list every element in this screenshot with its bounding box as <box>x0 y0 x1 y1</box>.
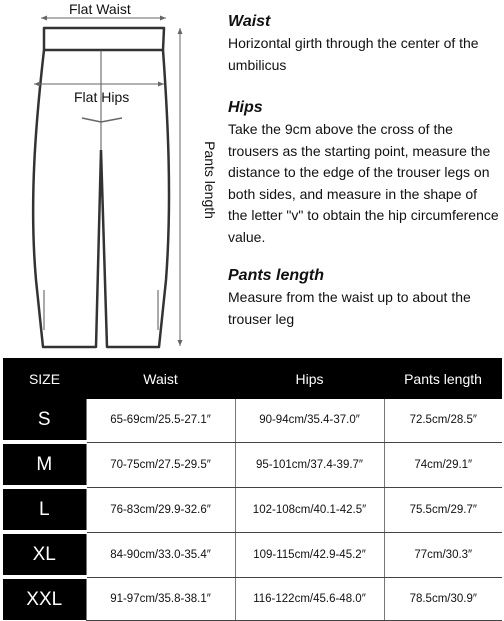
length-cell: 72.5cm/28.5″ <box>384 399 502 442</box>
table-row <box>3 487 502 532</box>
hips-cell: 95-101cm/37.4-39.7″ <box>235 442 384 487</box>
hips-cell: 90-94cm/35.4-37.0″ <box>235 399 384 442</box>
header-size: SIZE <box>3 358 86 399</box>
length-cell: 75.5cm/29.7″ <box>384 487 502 532</box>
waist-cell: 65-69cm/25.5-27.1″ <box>86 399 235 442</box>
waist-cell: 91-97cm/35.8-38.1″ <box>86 577 235 620</box>
length-description <box>228 266 500 330</box>
hips-title: Hips <box>228 99 263 116</box>
table-row <box>3 399 502 442</box>
pants-length-label: Pants length <box>202 141 218 219</box>
length-cell: 74cm/29.1″ <box>384 442 502 487</box>
waist-cell: 84-90cm/33.0-35.4″ <box>86 532 235 577</box>
size-cell: M <box>3 442 86 487</box>
hips-cell: 116-122cm/45.6-48.0″ <box>235 577 384 620</box>
table-row <box>3 442 502 487</box>
table-row <box>3 532 502 577</box>
pants-diagram <box>0 0 218 350</box>
size-table <box>3 358 502 621</box>
length-title: Pants length <box>228 267 325 284</box>
waist-cell: 70-75cm/27.5-29.5″ <box>86 442 235 487</box>
size-cell: XXL <box>3 577 86 620</box>
waist-text: Horizontal girth through the center of the umbilicus <box>228 35 479 73</box>
length-cell: 77cm/30.3″ <box>384 532 502 577</box>
waist-title: Waist <box>228 13 271 30</box>
size-cell: S <box>3 399 86 442</box>
size-cell: XL <box>3 532 86 577</box>
pants-outline-icon <box>0 0 215 350</box>
flat-hips-label: Flat Hips <box>74 89 130 105</box>
hips-cell: 102-108cm/40.1-42.5″ <box>235 487 384 532</box>
hips-cell: 109-115cm/42.9-45.2″ <box>235 532 384 577</box>
length-text: Measure from the waist up to about the trouser leg <box>228 289 471 327</box>
size-cell: L <box>3 487 86 532</box>
flat-waist-label: Flat Waist <box>69 1 131 17</box>
table-row <box>3 577 502 620</box>
waist-cell: 76-83cm/29.9-32.6″ <box>86 487 235 532</box>
table-header-row <box>3 358 502 399</box>
hips-description <box>228 98 500 248</box>
header-length: Pants length <box>384 358 502 399</box>
length-cell: 78.5cm/30.9″ <box>384 577 502 620</box>
waist-description <box>228 12 500 76</box>
header-hips: Hips <box>235 358 384 399</box>
header-waist: Waist <box>86 358 235 399</box>
hips-text: Take the 9cm above the cross of the trousers as the starting point, measure the distance to the edge of the trouser legs on both sides, and measure in the shape of the letter "v" to obtain the hip circumference value. <box>228 121 499 245</box>
